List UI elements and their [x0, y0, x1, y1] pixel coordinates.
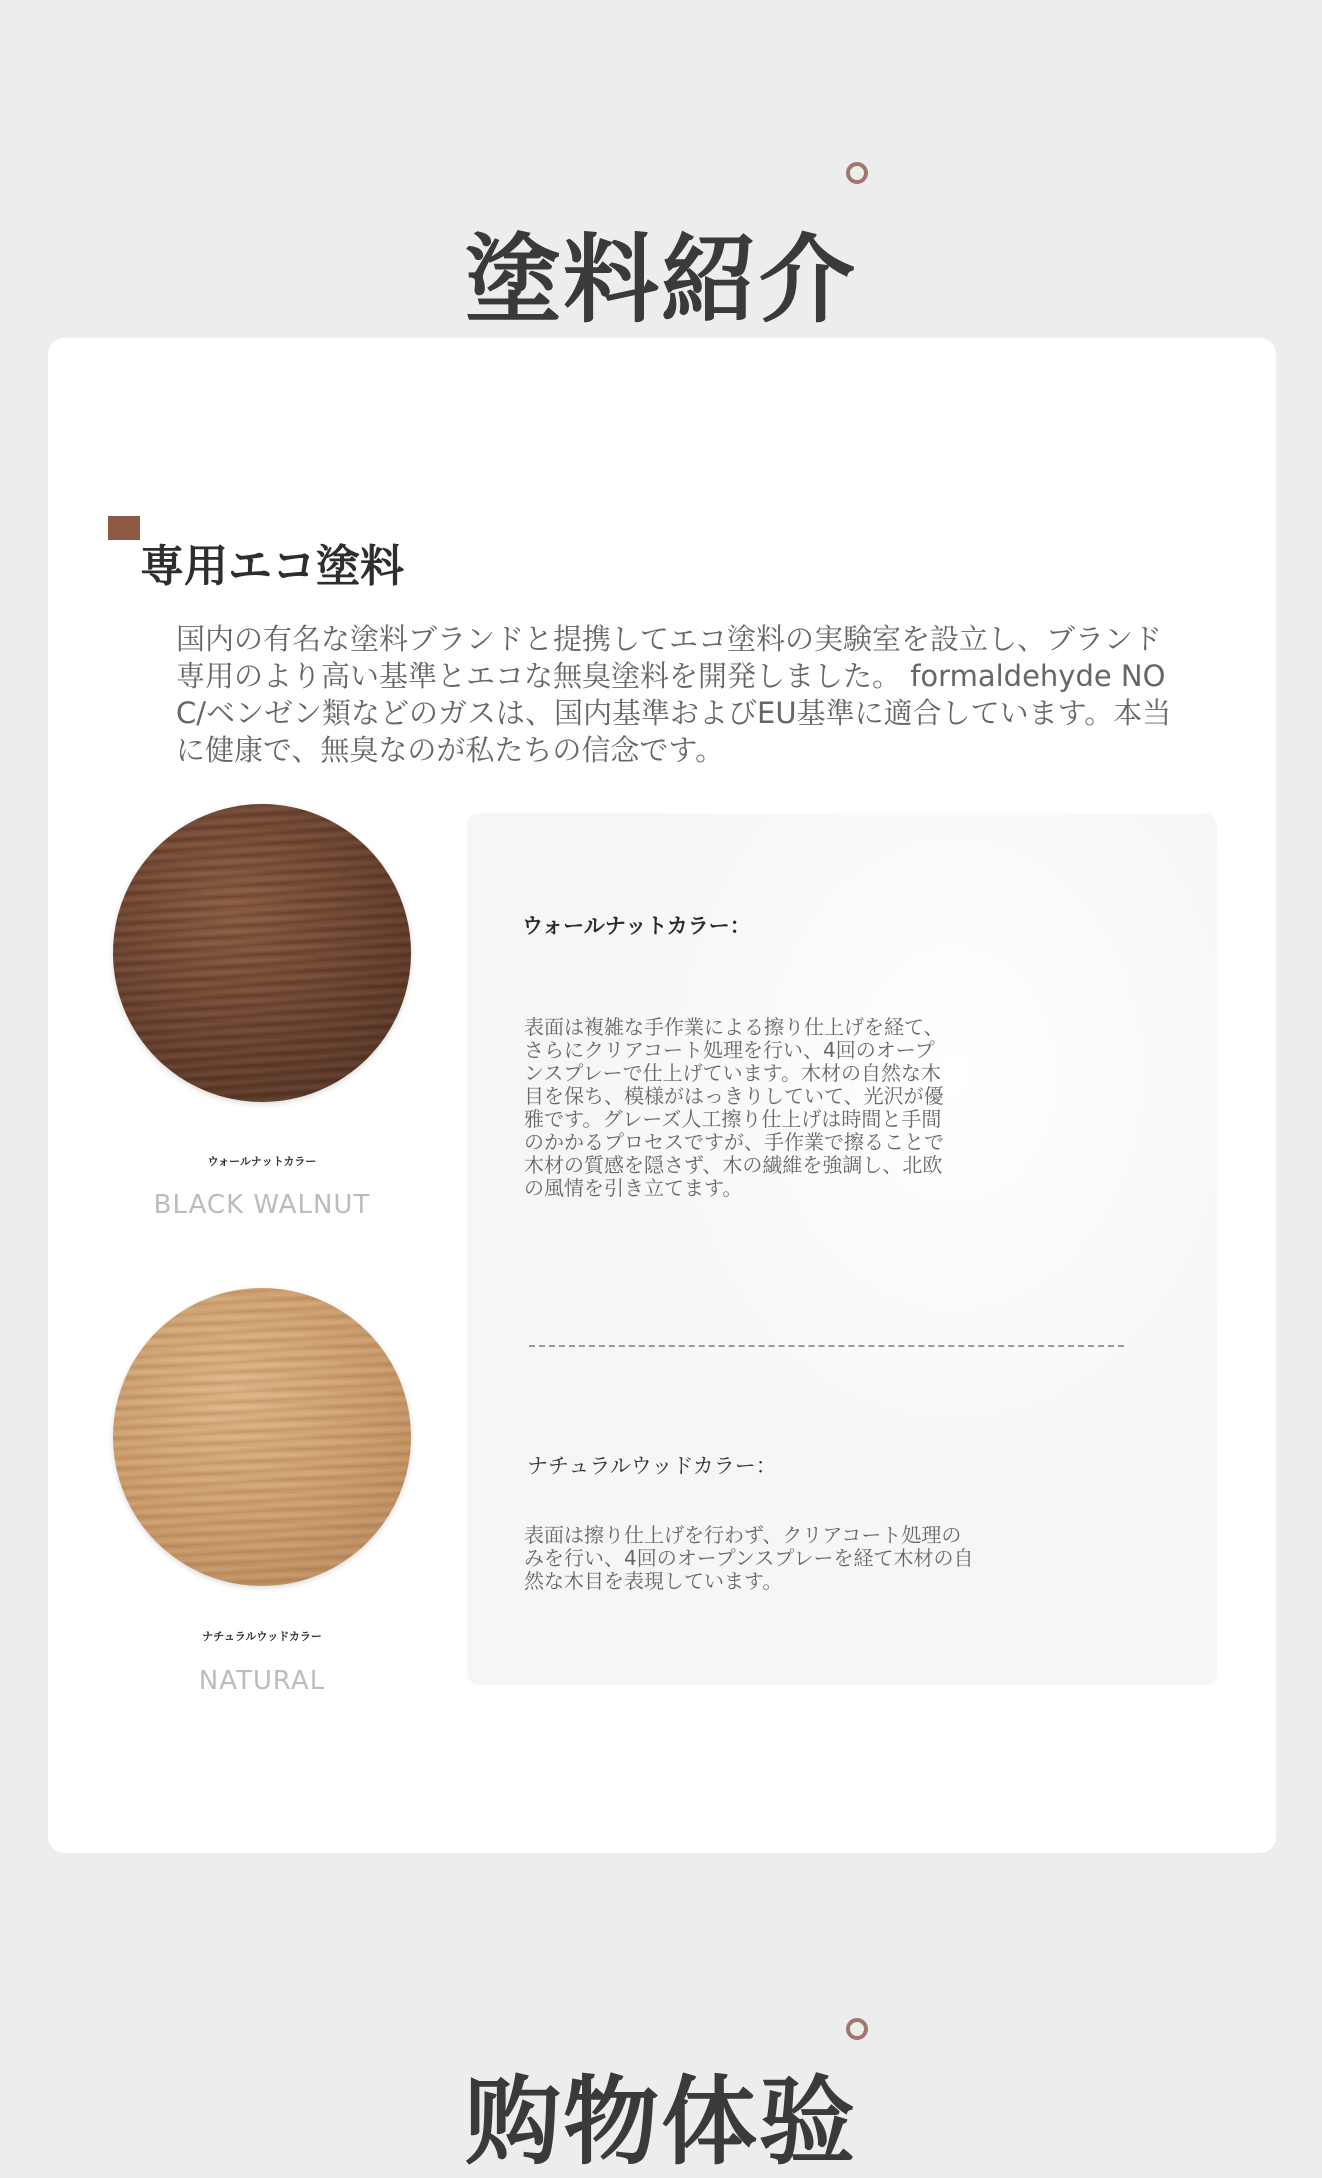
natural-detail-title: ナチュラルウッドカラー： [527, 1454, 777, 1478]
section-heading: 専用エコ塗料 [140, 540, 404, 592]
walnut-swatch-label-en: BLACK WALNUT [153, 1190, 371, 1220]
page-title: 塗料紹介 [465, 224, 857, 337]
walnut-detail-body: 表面は複雑な手作業による擦り仕上げを経て、さらにクリアコート処理を行い、4回のオープンスプレーで仕上げています。木材の自然な木目を保ち、模様がはっきりしていて、光沢が優雅です。グレーズ人工擦り仕上げは時間と手間のかかるプロセスですが、手作業で擦ることで木材の質感を隠さず、木の繊維を強調し、北欧の風情を引き立てます。 [524, 1015, 944, 1200]
title-dot-icon [846, 162, 868, 184]
natural-swatch-image [113, 1288, 411, 1586]
natural-swatch-label-en: NATURAL [198, 1666, 326, 1696]
walnut-detail-title: ウォールナットカラー： [522, 914, 751, 938]
next-section-title: 购物体验 [465, 2066, 857, 2178]
natural-swatch-label-jp: ナチュラルウッドカラー [202, 1630, 322, 1643]
walnut-swatch-label-jp: ウォールナットカラー [207, 1155, 317, 1168]
section-description: 国内の有名な塗料ブランドと提携してエコ塗料の実験室を設立し、ブランド専用のより高い基準とエコな無臭塗料を開発しました。 formaldehyde NOC/ベンゼン類などのガスは、国内基準およびEU基準に適合しています。本当に健康で、無臭なのが私たちの信念です。 [176, 622, 1172, 767]
natural-detail-body: 表面は擦り仕上げを行わず、クリアコート処理のみを行い、4回のオープンスプレーを経て木材の自然な木目を表現しています。 [524, 1523, 974, 1593]
detail-divider [529, 1345, 1124, 1347]
walnut-swatch-image [113, 804, 411, 1102]
next-title-dot-icon [846, 2018, 868, 2040]
section-marker-icon [108, 516, 140, 540]
